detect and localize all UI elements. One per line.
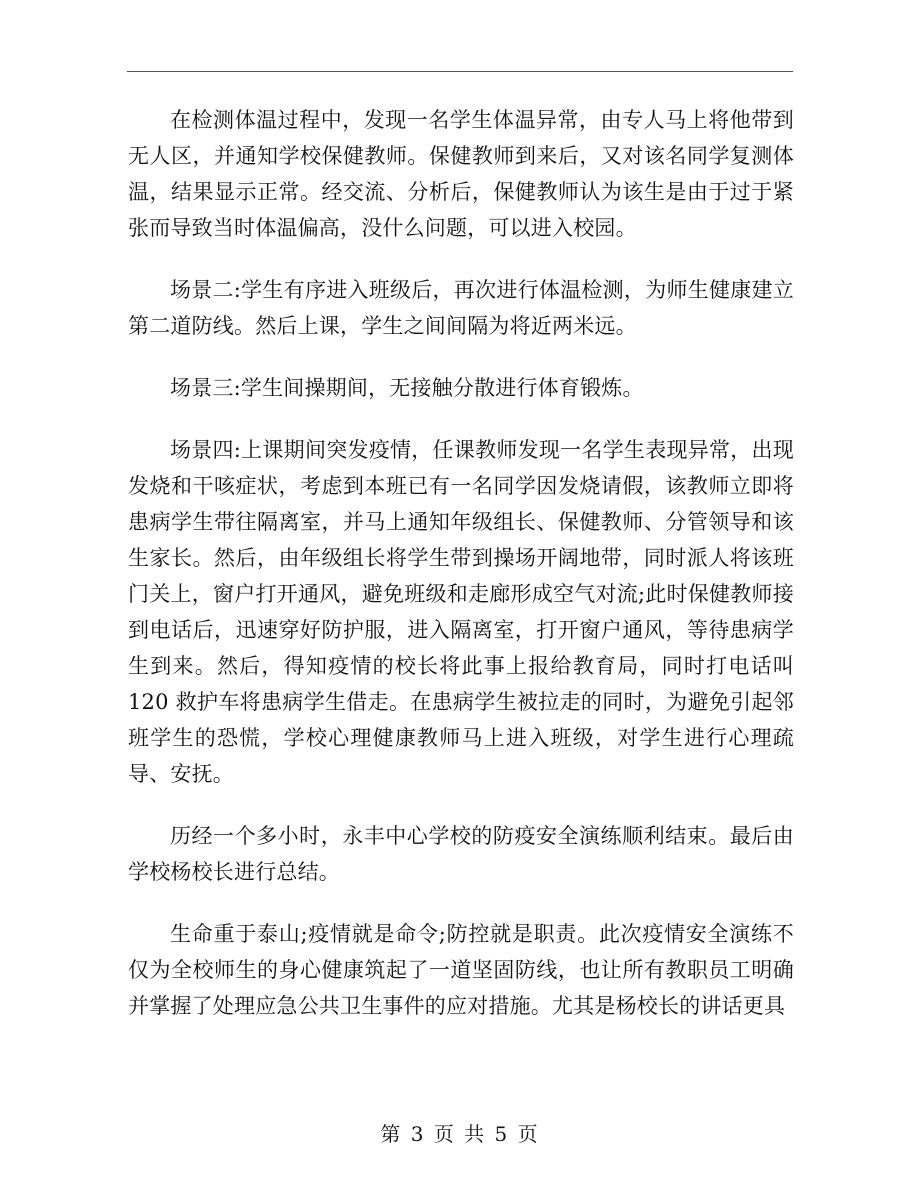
paragraph-temperature-check: 在检测体温过程中，发现一名学生体温异常，由专人马上将他带到无人区，并通知学校保健教师。保健教师到来后，又对该名同学复测体温，结果显示正常。经交流、分析后，保健教师认为该生是由于过于紧张而导致当时体温偏高，没什么问题，可以进入校园。 bbox=[128, 108, 794, 240]
document-body bbox=[128, 102, 794, 1050]
paragraph-scene-two: 场景二:学生有序进入班级后，再次进行体温检测，为师生健康建立第二道防线。然后上课，学生之间间隔为将近两米远。 bbox=[128, 278, 794, 338]
paragraph-scene-four: 场景四:上课期间突发疫情，任课教师发现一名学生表现异常，出现发烧和干咳症状，考虑到本班已有一名同学因发烧请假，该教师立即将患病学生带往隔离室，并马上通知年级组长、保健教师、分管领导和该生家长。然后，由年级组长将学生带到操场开阔地带，同时派人将该班门关上，窗户打开通风，避免班级和走廊形成空气对流;此时保健教师接到电话后，迅速穿好防护服，进入隔离室，打开窗户通风，等待患病学生到来。然后，得知疫情的校长将此事上报给教育局，同时打电话叫 120 救护车将患病学生借走。在患病学生被拉走的同时，为避免引起邻班学生的恐慌，学校心理健康教师马上进入班级，对学生进行心理疏导、安抚。 bbox=[128, 438, 794, 786]
paragraph-scene-three: 场景三:学生间操期间，无接触分散进行体育锻炼。 bbox=[170, 376, 644, 400]
header-divider bbox=[127, 71, 793, 72]
paragraph-drill-end: 历经一个多小时，永丰中心学校的防疫安全演练顺利结束。最后由学校杨校长进行总结。 bbox=[128, 824, 794, 884]
page-number-footer: 第 3 页 共 5 页 bbox=[380, 1122, 540, 1146]
paragraph-summary: 生命重于泰山;疫情就是命令;防控就是职责。此次疫情安全演练不仅为全校师生的身心健康筑起了一道坚固防线，也让所有教职员工明确并掌握了处理应急公共卫生事件的应对措施。尤其是杨校长的讲话更具 bbox=[128, 922, 794, 1018]
